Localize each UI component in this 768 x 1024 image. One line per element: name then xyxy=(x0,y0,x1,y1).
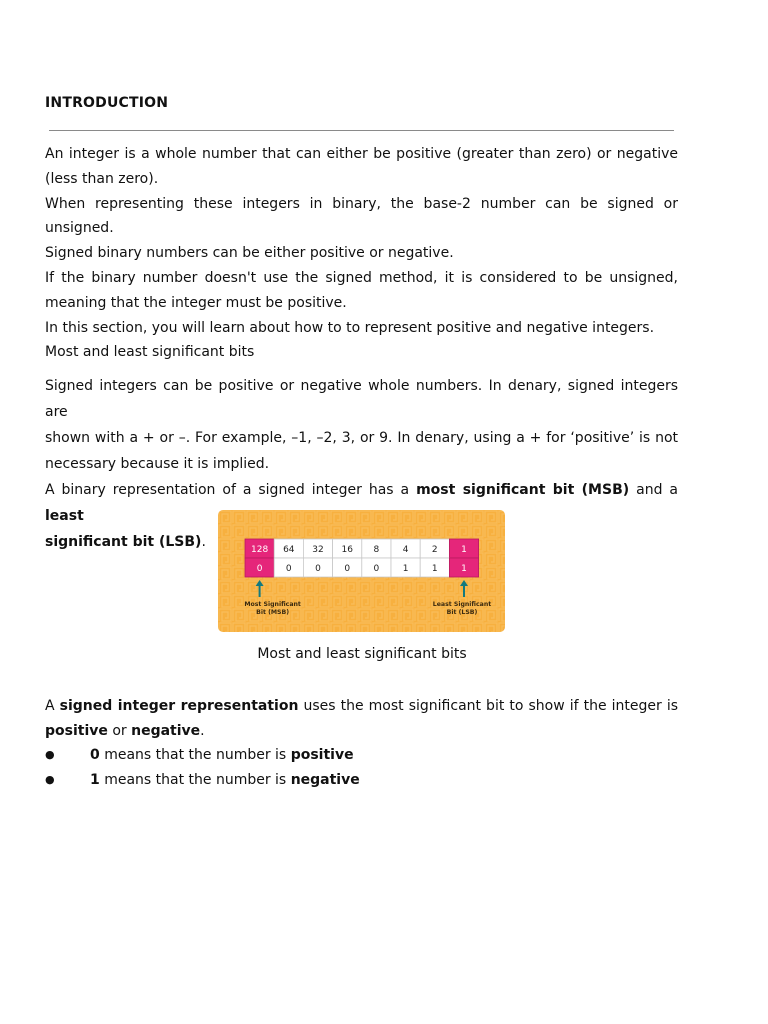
heading-divider xyxy=(49,130,674,131)
signed-integer-representation-term: signed integer representation xyxy=(59,698,299,714)
bit-label: 0 xyxy=(344,564,351,574)
signed-line-4-text: A binary representation of a signed integer has a xyxy=(45,482,417,498)
bit-label: 0 xyxy=(373,564,380,574)
intro-line-2: (less than zero). xyxy=(45,170,159,187)
intro-paragraph xyxy=(45,142,678,365)
place-value-label: 128 xyxy=(251,545,269,555)
lsb-term: significant bit (LSB) xyxy=(45,534,202,550)
bit-label: 1 xyxy=(402,564,409,574)
bit-label: 1 xyxy=(461,564,467,574)
intro-line-7: meaning that the integer must be positive. xyxy=(45,294,347,311)
rep-a: A xyxy=(45,698,60,714)
representation-line-1 xyxy=(45,694,678,719)
bullet-digit: 1 xyxy=(90,772,100,788)
intro-line-6: If the binary number doesn't use the signed method, it is considered to be unsigned, xyxy=(45,269,678,286)
positive-term: positive xyxy=(45,722,108,739)
signed-line-2: shown with a + or –. For example, –1, –2, 3, or 9. In denary, using a + for ‘positive’ is not xyxy=(45,430,678,446)
bit-label: 0 xyxy=(315,564,321,574)
bit-label: 0 xyxy=(256,564,263,574)
place-value-label: 8 xyxy=(373,545,380,555)
intro-line-4: unsigned. xyxy=(45,220,114,237)
msb-arrow-icon xyxy=(256,580,264,586)
msb-lsb-figure xyxy=(218,510,505,632)
least-term: least xyxy=(45,508,84,524)
msb-label-line-2: Bit (MSB) xyxy=(256,609,290,616)
place-value-label: 4 xyxy=(402,545,409,555)
bullet-dot-icon: ● xyxy=(45,748,55,761)
msb-label-line-1: Most Significant xyxy=(244,601,301,608)
signed-line-3: necessary because it is implied. xyxy=(45,456,270,472)
bullet-digit: 0 xyxy=(90,747,100,763)
signed-line-5-period: . xyxy=(201,534,206,550)
intro-line-5: Signed binary numbers can be either positive or negative. xyxy=(45,245,454,262)
bullet-middle: means that the number is xyxy=(99,772,291,788)
intro-line-8: In this section, you will learn about how to to represent positive and negative integers. xyxy=(45,319,655,336)
signed-line-1: Signed integers can be positive or negative whole numbers. In denary, signed integers are xyxy=(45,378,678,420)
negative-term: negative xyxy=(131,722,201,739)
bullet-strong: negative xyxy=(290,772,360,788)
bullet-strong: positive xyxy=(290,747,354,763)
bit-label: 0 xyxy=(285,564,292,574)
place-value-label: 2 xyxy=(431,545,438,555)
rep-rest: uses the most significant bit to show if the integer is xyxy=(298,698,678,714)
representation-paragraph xyxy=(45,694,678,744)
bit-table xyxy=(218,510,505,632)
place-value-label: 1 xyxy=(461,545,467,555)
bit-label: 1 xyxy=(431,564,438,574)
lsb-label-line-2: Bit (LSB) xyxy=(446,609,478,616)
bullet-text xyxy=(90,743,354,768)
lsb-label-line-1: Least Significant xyxy=(432,601,492,608)
bullet-text xyxy=(90,768,360,793)
intro-line-3: When representing these integers in binary, the base-2 number can be signed or xyxy=(45,195,678,212)
msb-term: most significant bit (MSB) xyxy=(416,482,630,498)
place-value-label: 32 xyxy=(312,545,324,555)
representation-line-2 xyxy=(45,719,678,744)
bullet-middle: means that the number is xyxy=(99,747,291,763)
rep-period: . xyxy=(200,722,205,739)
bullet-dot-icon: ● xyxy=(45,773,55,786)
section-heading: INTRODUCTION xyxy=(45,95,169,111)
place-value-label: 64 xyxy=(283,545,295,555)
lsb-arrow-icon xyxy=(460,580,468,586)
figure-caption: Most and least significant bits xyxy=(257,646,467,662)
intro-line-9: Most and least significant bits xyxy=(45,344,255,361)
signed-line-4-and: and a xyxy=(629,482,678,498)
place-value-label: 16 xyxy=(341,545,353,555)
rep-or: or xyxy=(107,722,132,739)
intro-line-1: An integer is a whole number that can either be positive (greater than zero) or negative xyxy=(45,146,678,162)
